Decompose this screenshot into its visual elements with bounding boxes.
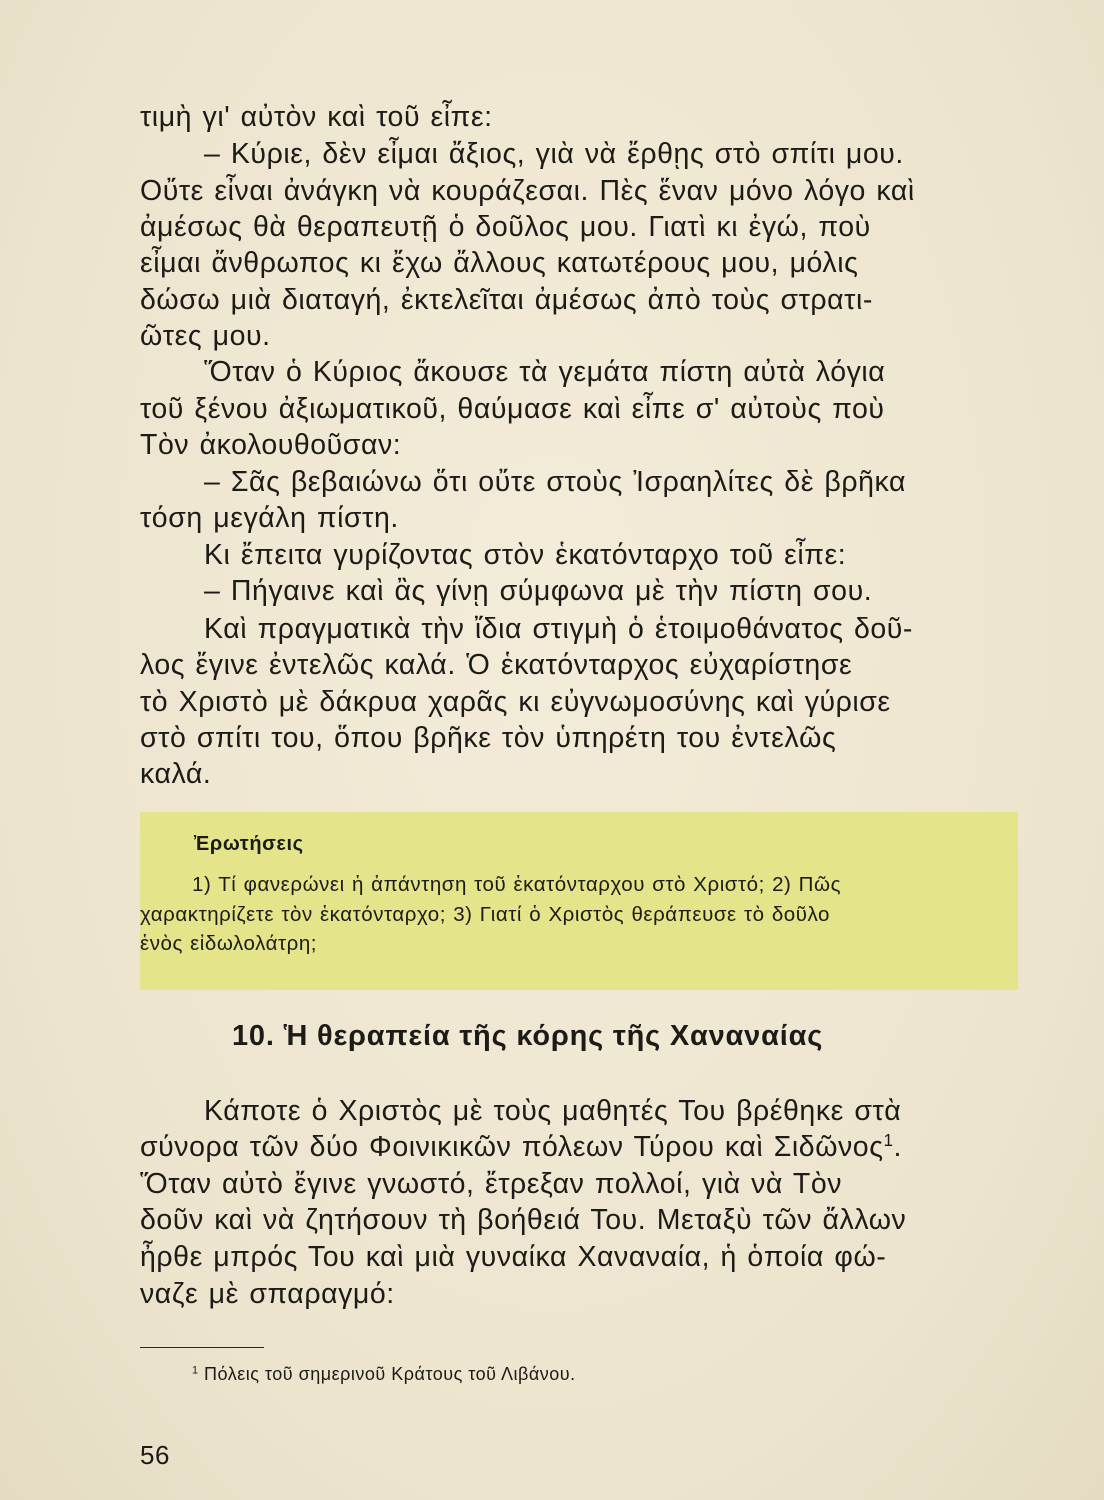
body-line-end: . — [893, 1131, 903, 1163]
body-line: Κάποτε ὁ Χριστὸς μὲ τοὺς μαθητές Του βρέθηκε στὰ — [204, 1095, 902, 1127]
body-line-text: σύνορα τῶν δύο Φοινικικῶν πόλεων Τύρου καὶ Σιδῶνος — [140, 1131, 884, 1163]
page-number: 56 — [140, 1440, 170, 1470]
body-line: Ὅταν αὐτὸ ἔγινε γνωστό, ἔτρεξαν πολλοί, γιὰ νὰ Τὸν — [140, 1168, 843, 1200]
body-line: ἀμέσως θὰ θεραπευτῇ ὁ δοῦλος μου. Γιατὶ κι ἐγώ, ποὺ — [140, 211, 871, 243]
body-line: – Σᾶς βεβαιώνω ὅτι οὔτε στοὺς Ἰσραηλίτες δὲ βρῆκα — [204, 466, 906, 498]
body-line: Κι ἔπειτα γυρίζοντας στὸν ἑκατόνταρχο τοῦ εἶπε: — [204, 539, 847, 571]
body-line: στὸ σπίτι του, ὅπου βρῆκε τὸν ὑπηρέτη του ἐντελῶς — [140, 722, 837, 754]
questions-title: Ἐρωτήσεις — [194, 833, 304, 855]
body-line: εἶμαι ἄνθρωπος κι ἔχω ἄλλους κατωτέρους μου, μόλις — [140, 247, 859, 279]
footnote — [192, 1361, 576, 1387]
body-line: καλά. — [140, 758, 212, 790]
footnote-divider — [140, 1347, 264, 1348]
body-line: Τὸν ἀκολουθοῦσαν: — [140, 429, 402, 461]
body-line: Οὔτε εἶναι ἀνάγκη νὰ κουράζεσαι. Πὲς ἕναν μόνο λόγο καὶ — [140, 175, 915, 207]
body-line: λος ἔγινε ἐντελῶς καλά. Ὁ ἑκατόνταρχος εὐχαρίστησε — [140, 649, 853, 681]
footnote-text: Πόλεις τοῦ σημερινοῦ Κράτους τοῦ Λιβάνου. — [204, 1364, 576, 1384]
body-line: δοῦν καὶ νὰ ζητήσουν τὴ βοήθειά Του. Μεταξὺ τῶν ἄλλων — [140, 1204, 907, 1236]
body-line: δώσω μιὰ διαταγή, ἐκτελεῖται ἀμέσως ἀπὸ τοὺς στρατι- — [140, 284, 873, 316]
section-heading: 10. Ἡ θεραπεία τῆς κόρης τῆς Χαναναίας — [232, 1020, 824, 1052]
body-line: Καὶ πραγματικὰ τὴν ἴδια στιγμὴ ὁ ἑτοιμοθάνατος δοῦ- — [204, 613, 913, 645]
footnote-reference: 1 — [883, 1130, 894, 1150]
body-line: τόση μεγάλη πίστη. — [140, 502, 399, 534]
body-line: Ὅταν ὁ Κύριος ἄκουσε τὰ γεμάτα πίστη αὐτὰ λόγια — [204, 356, 886, 388]
body-line: – Κύριε, δὲν εἶμαι ἄξιος, γιὰ νὰ ἔρθῃς στὸ σπίτι μου. — [204, 138, 904, 170]
question-line: χαρακτηρίζετε τὸν ἑκατόνταρχο; 3) Γιατί ὁ Χριστὸς θεράπευσε τὸ δοῦλο — [140, 903, 830, 926]
question-line: 1) Τί φανερώνει ἡ ἀπάντηση τοῦ ἑκατόνταρχου στὸ Χριστό; 2) Πῶς — [192, 873, 841, 896]
body-line: ῶτες μου. — [140, 320, 271, 352]
question-line: ἑνὸς εἰδωλολάτρη; — [140, 932, 318, 955]
body-line: τιμὴ γι' αὐτὸν καὶ τοῦ εἶπε: — [140, 101, 493, 133]
footnote-marker: 1 — [192, 1364, 199, 1377]
body-line — [140, 1130, 902, 1164]
body-line: – Πήγαινε καὶ ἂς γίνῃ σύμφωνα μὲ τὴν πίστη σου. — [204, 575, 873, 607]
body-line: τοῦ ξένου ἀξιωματικοῦ, θαύμασε καὶ εἶπε σ' αὐτοὺς ποὺ — [140, 393, 885, 425]
body-line: ἦρθε μπρός Του καὶ μιὰ γυναίκα Χαναναία, ἡ ὁποία φώ- — [140, 1241, 887, 1273]
body-line: τὸ Χριστὸ μὲ δάκρυα χαρᾶς κι εὐγνωμοσύνης καὶ γύρισε — [140, 686, 891, 718]
body-line: ναζε μὲ σπαραγμό: — [140, 1278, 395, 1310]
